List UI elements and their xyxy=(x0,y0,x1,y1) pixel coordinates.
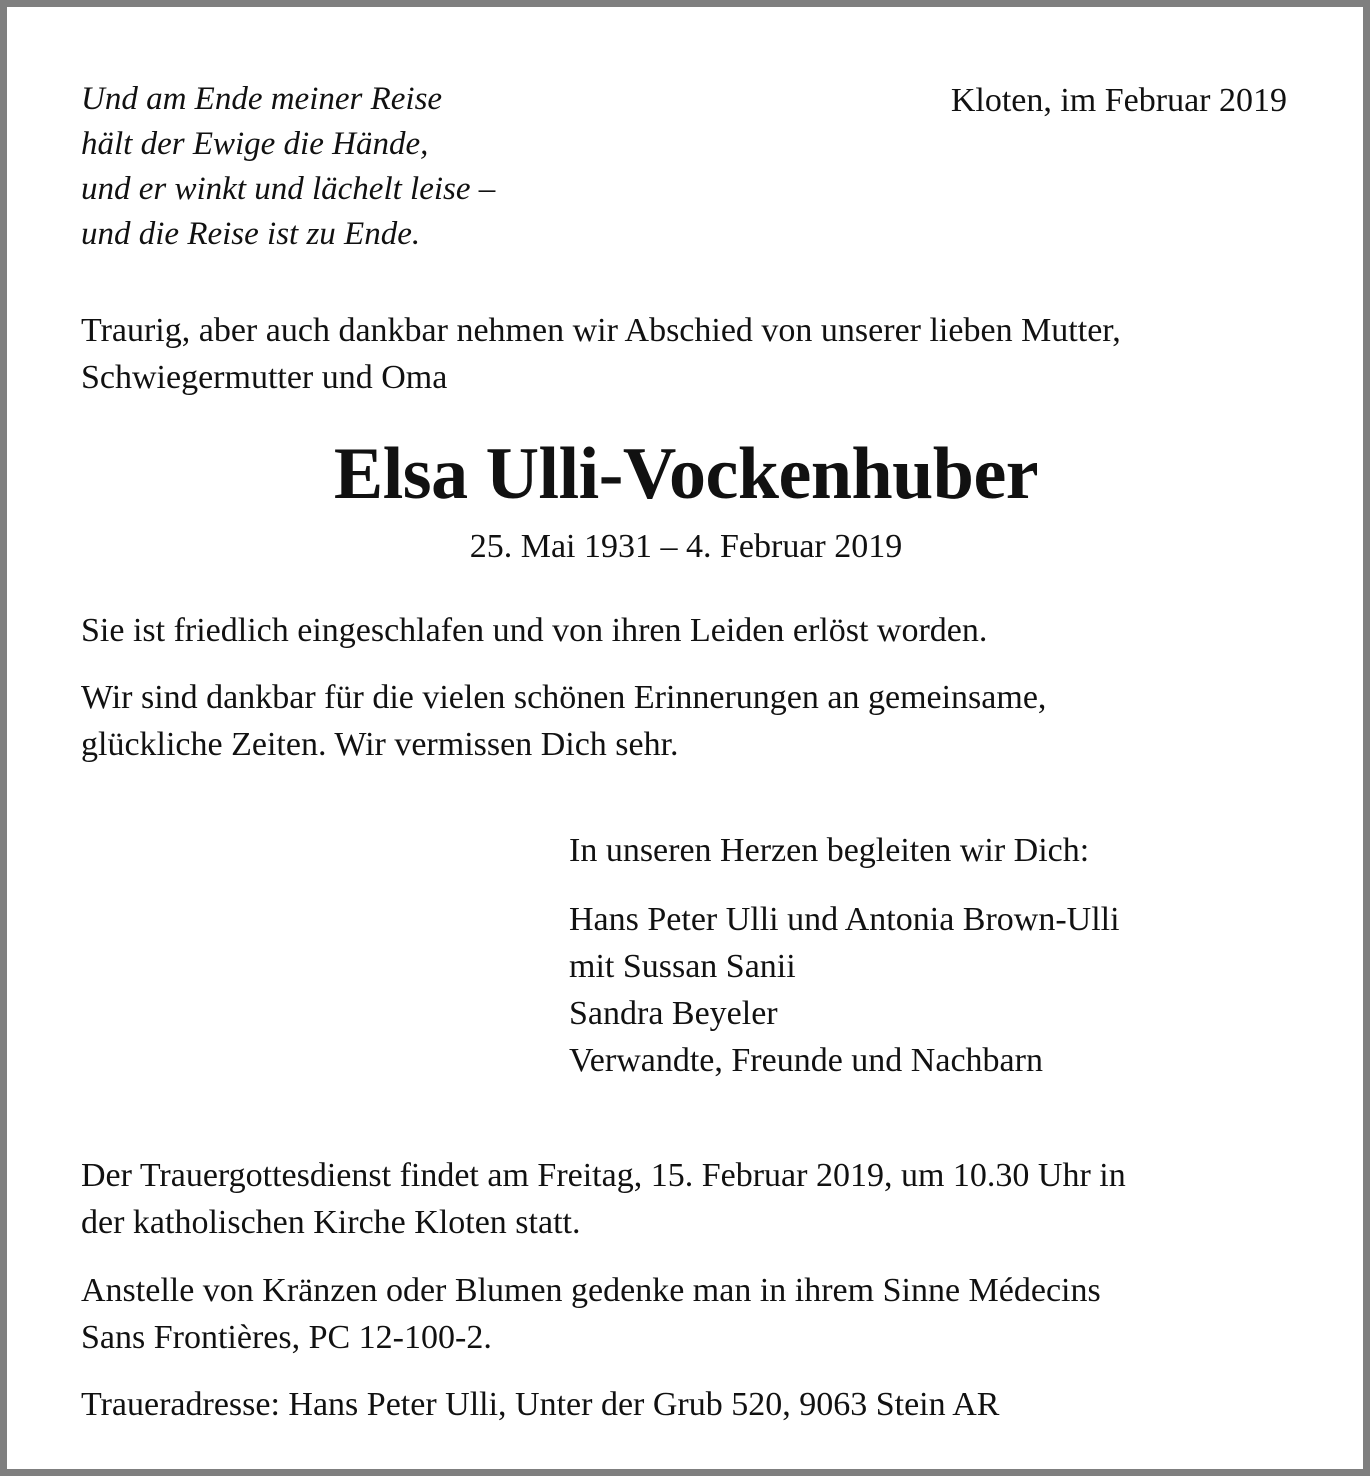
mourner-name: Hans Peter Ulli und Antonia Brown-Ulli xyxy=(569,901,1120,938)
poem-line: und er winkt und lächelt leise – xyxy=(81,171,496,207)
service-line: Der Trauergottesdienst findet am Freitag, 15. Februar 2019, um 10.30 Uhr in xyxy=(81,1157,1126,1194)
intro-text xyxy=(81,307,1291,401)
gratitude-paragraph xyxy=(81,674,1291,768)
donation-line: Sans Frontières, PC 12-100-2. xyxy=(81,1319,492,1356)
gratitude-line: glückliche Zeiten. Wir vermissen Dich sehr. xyxy=(81,726,679,763)
intro-line: Schwiegermutter und Oma xyxy=(81,359,448,396)
mourner-name: Verwandte, Freunde und Nachbarn xyxy=(569,1042,1043,1079)
poem xyxy=(81,77,495,257)
notice-content xyxy=(81,7,1291,1469)
poem-line: und die Reise ist zu Ende. xyxy=(81,216,421,252)
service-paragraph xyxy=(81,1152,1291,1246)
gratitude-line: Wir sind dankbar für die vielen schönen Erinnerungen an gemeinsame, xyxy=(81,679,1047,716)
service-line: der katholischen Kirche Kloten statt. xyxy=(81,1204,581,1241)
peace-paragraph: Sie ist friedlich eingeschlafen und von ihren Leiden erlöst worden. xyxy=(81,612,988,649)
poem-line: Und am Ende meiner Reise xyxy=(81,81,443,117)
intro-line: Traurig, aber auch dankbar nehmen wir Abschied von unserer lieben Mutter, xyxy=(81,312,1121,349)
poem-line: hält der Ewige die Hände, xyxy=(81,126,429,162)
deceased-name: Elsa Ulli-Vockenhuber xyxy=(333,433,1039,515)
place-date: Kloten, im Februar 2019 xyxy=(950,82,1287,119)
mourners-heading: In unseren Herzen begleiten wir Dich: xyxy=(569,832,1090,869)
mourners-block xyxy=(569,827,1120,1084)
donation-line: Anstelle von Kränzen oder Blumen gedenke man in ihrem Sinne Médecins xyxy=(81,1272,1101,1309)
mourning-address: Traueradresse: Hans Peter Ulli, Unter der Grub 520, 9063 Stein AR xyxy=(81,1386,1000,1423)
mourner-name: Sandra Beyeler xyxy=(569,995,778,1032)
mourner-name: mit Sussan Sanii xyxy=(569,948,796,985)
donation-paragraph xyxy=(81,1267,1291,1361)
life-dates: 25. Mai 1931 – 4. Februar 2019 xyxy=(469,528,903,565)
